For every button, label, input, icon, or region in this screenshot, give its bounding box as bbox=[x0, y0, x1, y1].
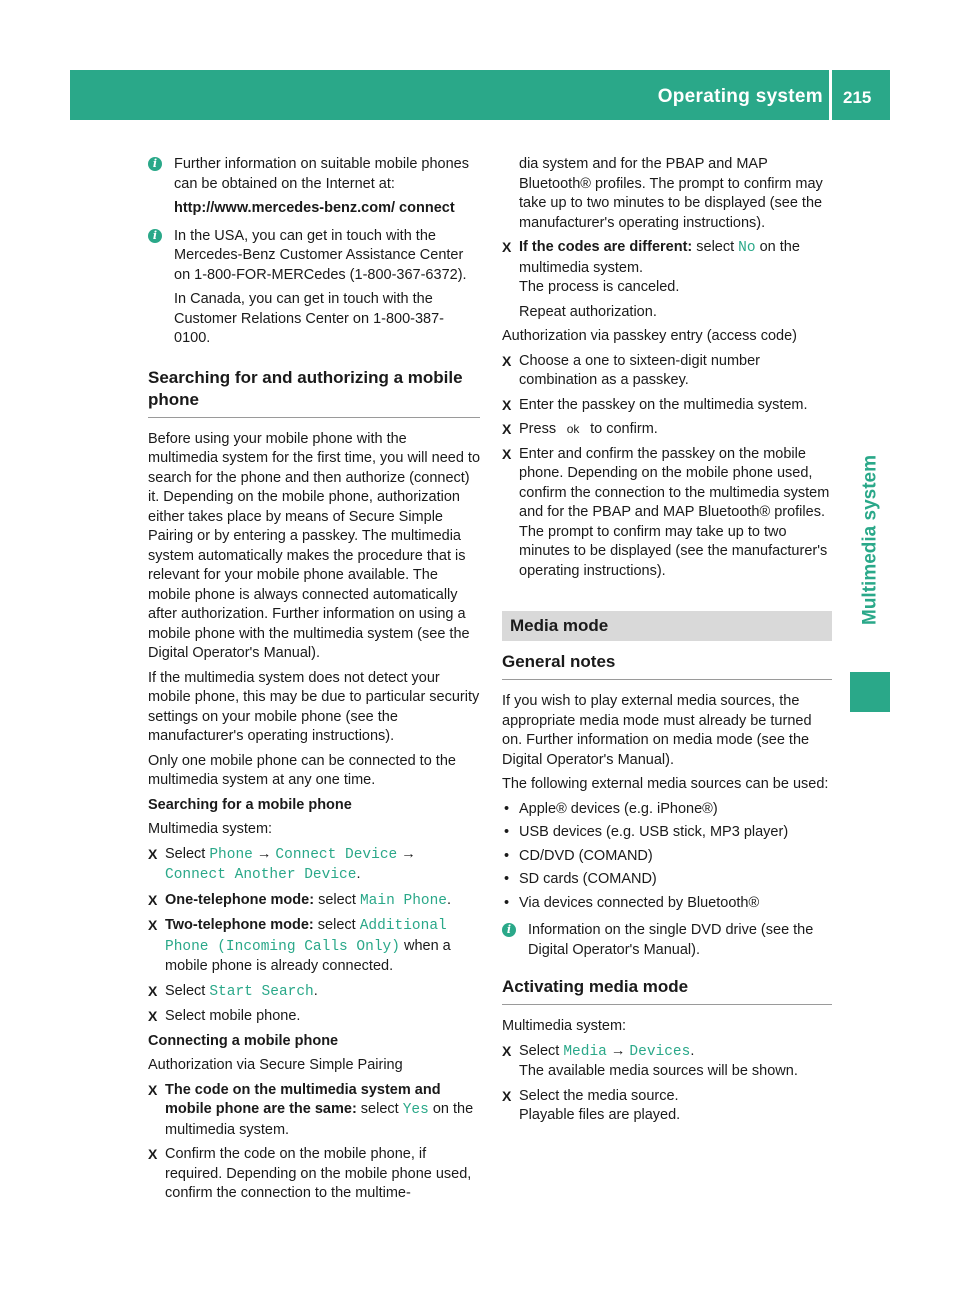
arrow-step-icon: X bbox=[148, 1008, 158, 1024]
paragraph: The following external media sources can be used: bbox=[502, 776, 829, 792]
left-column bbox=[148, 155, 480, 1209]
menu-item-connect-device[interactable]: Connect Device bbox=[275, 846, 398, 863]
section-heading: Searching for and authorizing a mobile phone bbox=[148, 367, 480, 418]
step-item: X Enter the passkey on the multimedia system. bbox=[502, 396, 832, 416]
menu-item-connect-another[interactable]: Connect Another Device bbox=[165, 867, 357, 883]
bullet-icon: • bbox=[504, 824, 510, 840]
menu-item-media[interactable]: Media bbox=[563, 1043, 607, 1060]
arrow-step-icon: X bbox=[502, 352, 512, 369]
side-tab-label: Multimedia system bbox=[859, 455, 881, 625]
info-note bbox=[148, 155, 480, 219]
paragraph: Before using your mobile phone with the multimedia system for the first time, you will need to search for the phone and then authorize (connect) it. Depending on the mobile phone, authorization either takes place by means of Secure Simple Pairing or by entering a passkey. The multimedia system automatically makes the procedure that is relevant for your mobile phone available. The mobile phone is always connected automatically after authorization. Further information on using a mobile phone with the multimedia system (see the Digital Operator's Manual). bbox=[148, 430, 481, 661]
info-icon: i bbox=[148, 157, 162, 171]
info-note bbox=[148, 227, 480, 349]
bullet-icon: • bbox=[504, 871, 510, 887]
note-text: In the USA, you can get in touch with the Mercedes-Benz Customer Assistance Center on 1-800-FOR-MERCedes (1-800-367-6372). bbox=[174, 227, 467, 283]
subheading: Searching for a mobile phone bbox=[148, 796, 352, 813]
arrow-step-icon: X bbox=[148, 1146, 158, 1162]
ok-key-icon: ok bbox=[566, 422, 580, 436]
menu-item-phone[interactable]: Phone bbox=[209, 846, 253, 863]
bullet-icon: • bbox=[504, 847, 510, 864]
step-item: X Select Media → Devices. The available media sources will be shown. bbox=[502, 1042, 798, 1079]
note-url[interactable]: http://www.mercedes-benz.com/ connect bbox=[174, 200, 455, 216]
arrow-step-icon: X bbox=[148, 891, 158, 908]
arrow-step-icon: X bbox=[502, 1042, 512, 1059]
step-item: X Select Start Search. bbox=[148, 982, 318, 1000]
list-item: • Apple® devices (e.g. iPhone®) bbox=[502, 800, 832, 820]
note-text: In Canada, you can get in touch with the Customer Relations Center on 1-800-387-0100. bbox=[174, 291, 444, 346]
paragraph: Multimedia system: bbox=[502, 1018, 627, 1034]
step-item: X Choose a one to sixteen-digit number combination as a passkey. bbox=[502, 352, 761, 388]
info-icon: i bbox=[502, 923, 516, 937]
arrow-step-icon: X bbox=[502, 1087, 512, 1104]
right-column bbox=[502, 155, 832, 1131]
paragraph: dia system and for the PBAP and MAP Bluetooth® profiles. The prompt to confirm may take up to two minutes to be displayed (see the manufacturer's operating instructions). bbox=[519, 156, 823, 231]
step-item: X The code on the multimedia system and mobile phone are the same: select Yes on the multimedia system. bbox=[148, 1081, 474, 1138]
list-item: • SD cards (COMAND) bbox=[502, 870, 832, 890]
step-item: X If the codes are different: select No on the multimedia system. The process is canceled. Repeat authorization. bbox=[502, 239, 800, 320]
step-item: X Select the media source. Playable files are played. bbox=[502, 1087, 681, 1123]
step-item: X Confirm the code on the mobile phone, if required. Depending on the mobile phone used, confirm the connection to the multime- bbox=[148, 1146, 472, 1201]
note-text: Information on the single DVD drive (see the Digital Operator's Manual). bbox=[528, 922, 814, 958]
arrow-step-icon: X bbox=[502, 396, 512, 413]
info-note bbox=[502, 921, 832, 960]
step-item: X Two-telephone mode: select Additional Phone (Incoming Calls Only) when a mobile phone is already connected. bbox=[148, 917, 451, 974]
note-text: Further information on suitable mobile phones can be obtained on the Internet at: bbox=[174, 156, 469, 192]
arrow-step-icon: X bbox=[148, 982, 158, 999]
menu-item-additional-phone[interactable]: Additional Phone (Incoming Calls Only) bbox=[165, 918, 447, 955]
paragraph: If the multimedia system does not detect your mobile phone, this may be due to particular security settings on your mobile phone (see the manufacturer's operating instructions). bbox=[148, 669, 480, 744]
bullet-icon: • bbox=[504, 894, 510, 911]
step-item: X Select mobile phone. bbox=[148, 1007, 480, 1027]
arrow-step-icon: X bbox=[148, 1081, 158, 1098]
section-heading: General notes bbox=[502, 651, 832, 680]
menu-item-start-search[interactable]: Start Search bbox=[209, 983, 314, 1000]
arrow-step-icon: X bbox=[148, 917, 158, 933]
info-icon: i bbox=[148, 229, 162, 243]
header-divider bbox=[829, 70, 832, 120]
menu-item-no[interactable]: No bbox=[738, 240, 756, 256]
menu-item-main-phone[interactable]: Main Phone bbox=[359, 892, 447, 909]
paragraph: If you wish to play external media sources, the appropriate media mode must already be turned on. Further information on media mode (see the Digital Operator's Manual). bbox=[502, 693, 812, 768]
bullet-icon: • bbox=[504, 800, 510, 817]
page-number: 215 bbox=[843, 88, 872, 107]
step-item: X Enter and confirm the passkey on the mobile phone. Depending on the mobile phone used, confirm the connection to the multimedia system and for the PBAP and MAP Bluetooth® profiles. The prompt to confirm may take up to two minutes to be displayed (see the manufacturer's operating instructions). bbox=[502, 445, 830, 579]
arrow-step-icon: X bbox=[502, 239, 512, 255]
paragraph: Authorization via Secure Simple Pairing bbox=[148, 1057, 403, 1073]
paragraph: Multimedia system: bbox=[148, 821, 273, 837]
arrow-step-icon: X bbox=[148, 845, 158, 862]
step-item: X Press ok to confirm. bbox=[502, 420, 832, 440]
page-section-title: Operating system bbox=[657, 86, 823, 107]
section-heading: Activating media mode bbox=[502, 976, 832, 1005]
paragraph: Authorization via passkey entry (access code) bbox=[502, 328, 797, 344]
subheading: Connecting a mobile phone bbox=[148, 1032, 339, 1049]
step-item: X One-telephone mode: select Main Phone. bbox=[148, 891, 452, 909]
arrow-step-icon: X bbox=[502, 445, 512, 462]
arrow-step-icon: X bbox=[502, 421, 512, 437]
paragraph: Only one mobile phone can be connected to the multimedia system at any one time. bbox=[148, 752, 456, 788]
menu-item-yes[interactable]: Yes bbox=[402, 1102, 429, 1118]
list-item: • USB devices (e.g. USB stick, MP3 player) bbox=[502, 823, 832, 843]
section-band: Media mode bbox=[502, 611, 832, 641]
list-item: • CD/DVD (COMAND) bbox=[502, 847, 832, 867]
menu-item-devices[interactable]: Devices bbox=[629, 1043, 691, 1060]
list-item: • Via devices connected by Bluetooth® bbox=[502, 894, 832, 914]
step-item: X Select Phone → Connect Device → Connect Another Device. bbox=[148, 845, 416, 883]
side-tab-marker bbox=[850, 672, 890, 712]
